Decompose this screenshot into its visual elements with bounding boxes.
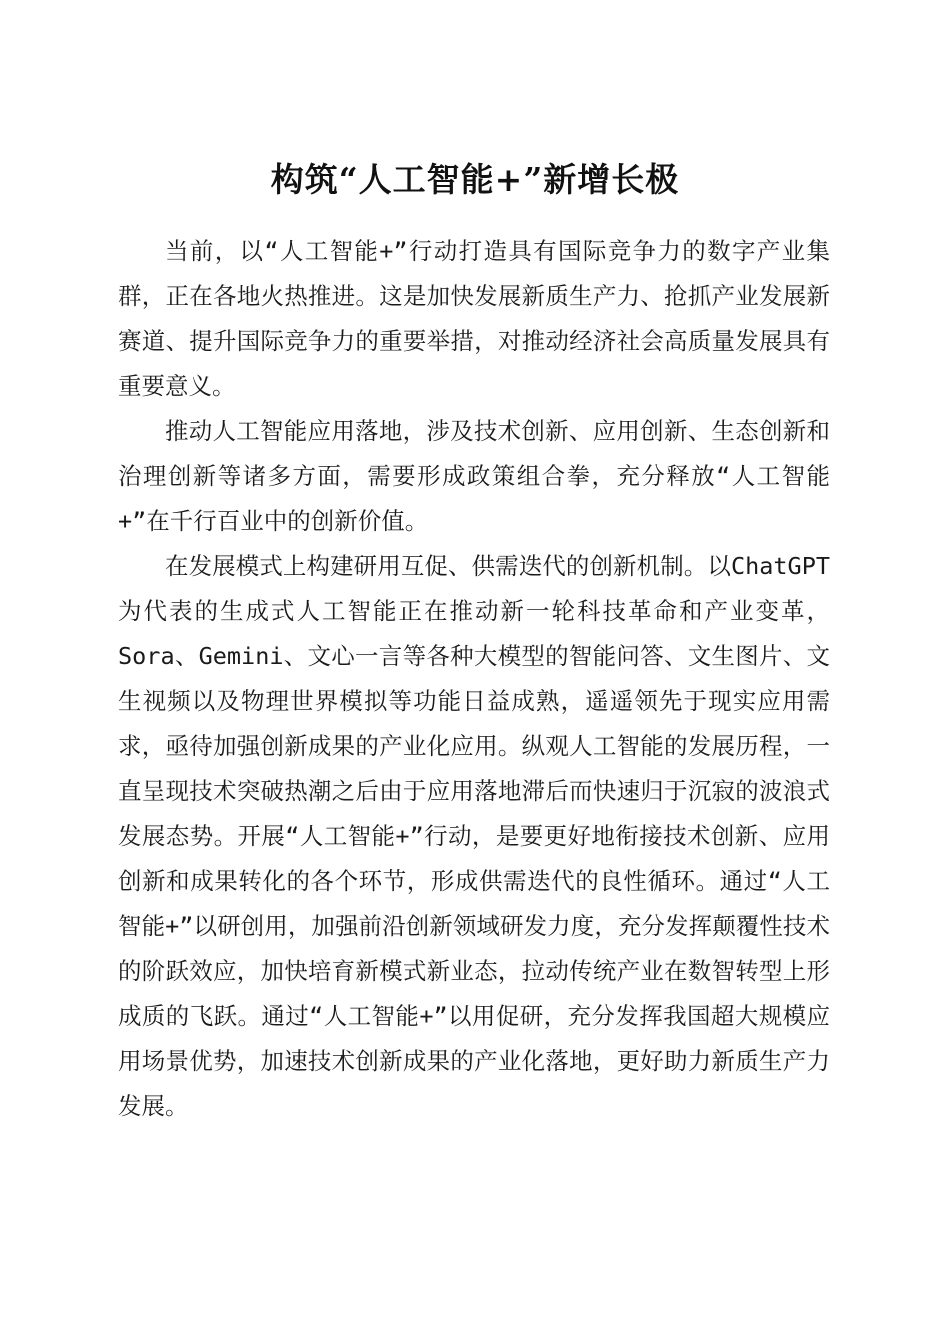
article-body bbox=[118, 229, 830, 1129]
page-title: 构筑“人工智能+”新增长极 bbox=[270, 160, 680, 200]
paragraph-2: 推动人工智能应用落地，涉及技术创新、应用创新、生态创新和治理创新等诸多方面，需要形成政策组合拳，充分释放“人工智能+”在千行百业中的创新价值。 bbox=[118, 417, 830, 535]
paragraph-1: 当前，以“人工智能+”行动打造具有国际竞争力的数字产业集群，正在各地火热推进。这是加快发展新质生产力、抢抓产业发展新赛道、提升国际竞争力的重要举措，对推动经济社会高质量发展具有重要意义。 bbox=[118, 237, 830, 400]
paragraph-3: 在发展模式上构建研用互促、供需迭代的创新机制。以ChatGPT为代表的生成式人工智能正在推动新一轮科技革命和产业变革，Sora、Gemini、文心一言等各种大模型的智能问答、文生图片、文生视频以及物理世界模拟等功能日益成熟，遥遥领先于现实应用需求，亟待加强创新成果的产业化应用。纵观人工智能的发展历程，一直呈现技术突破热潮之后由于应用落地滞后而快速归于沉寂的波浪式发展态势。开展“人工智能+”行动，是要更好地衔接技术创新、应用创新和成果转化的各个环节，形成供需迭代的良性循环。通过“人工智能+”以研创用，加强前沿创新领域研发力度，充分发挥颠覆性技术的阶跃效应，加快培育新模式新业态，拉动传统产业在数智转型上形成质的飞跃。通过“人工智能+”以用促研，充分发挥我国超大规模应用场景优势，加速技术创新成果的产业化落地，更好助力新质生产力发展。 bbox=[118, 552, 830, 1120]
